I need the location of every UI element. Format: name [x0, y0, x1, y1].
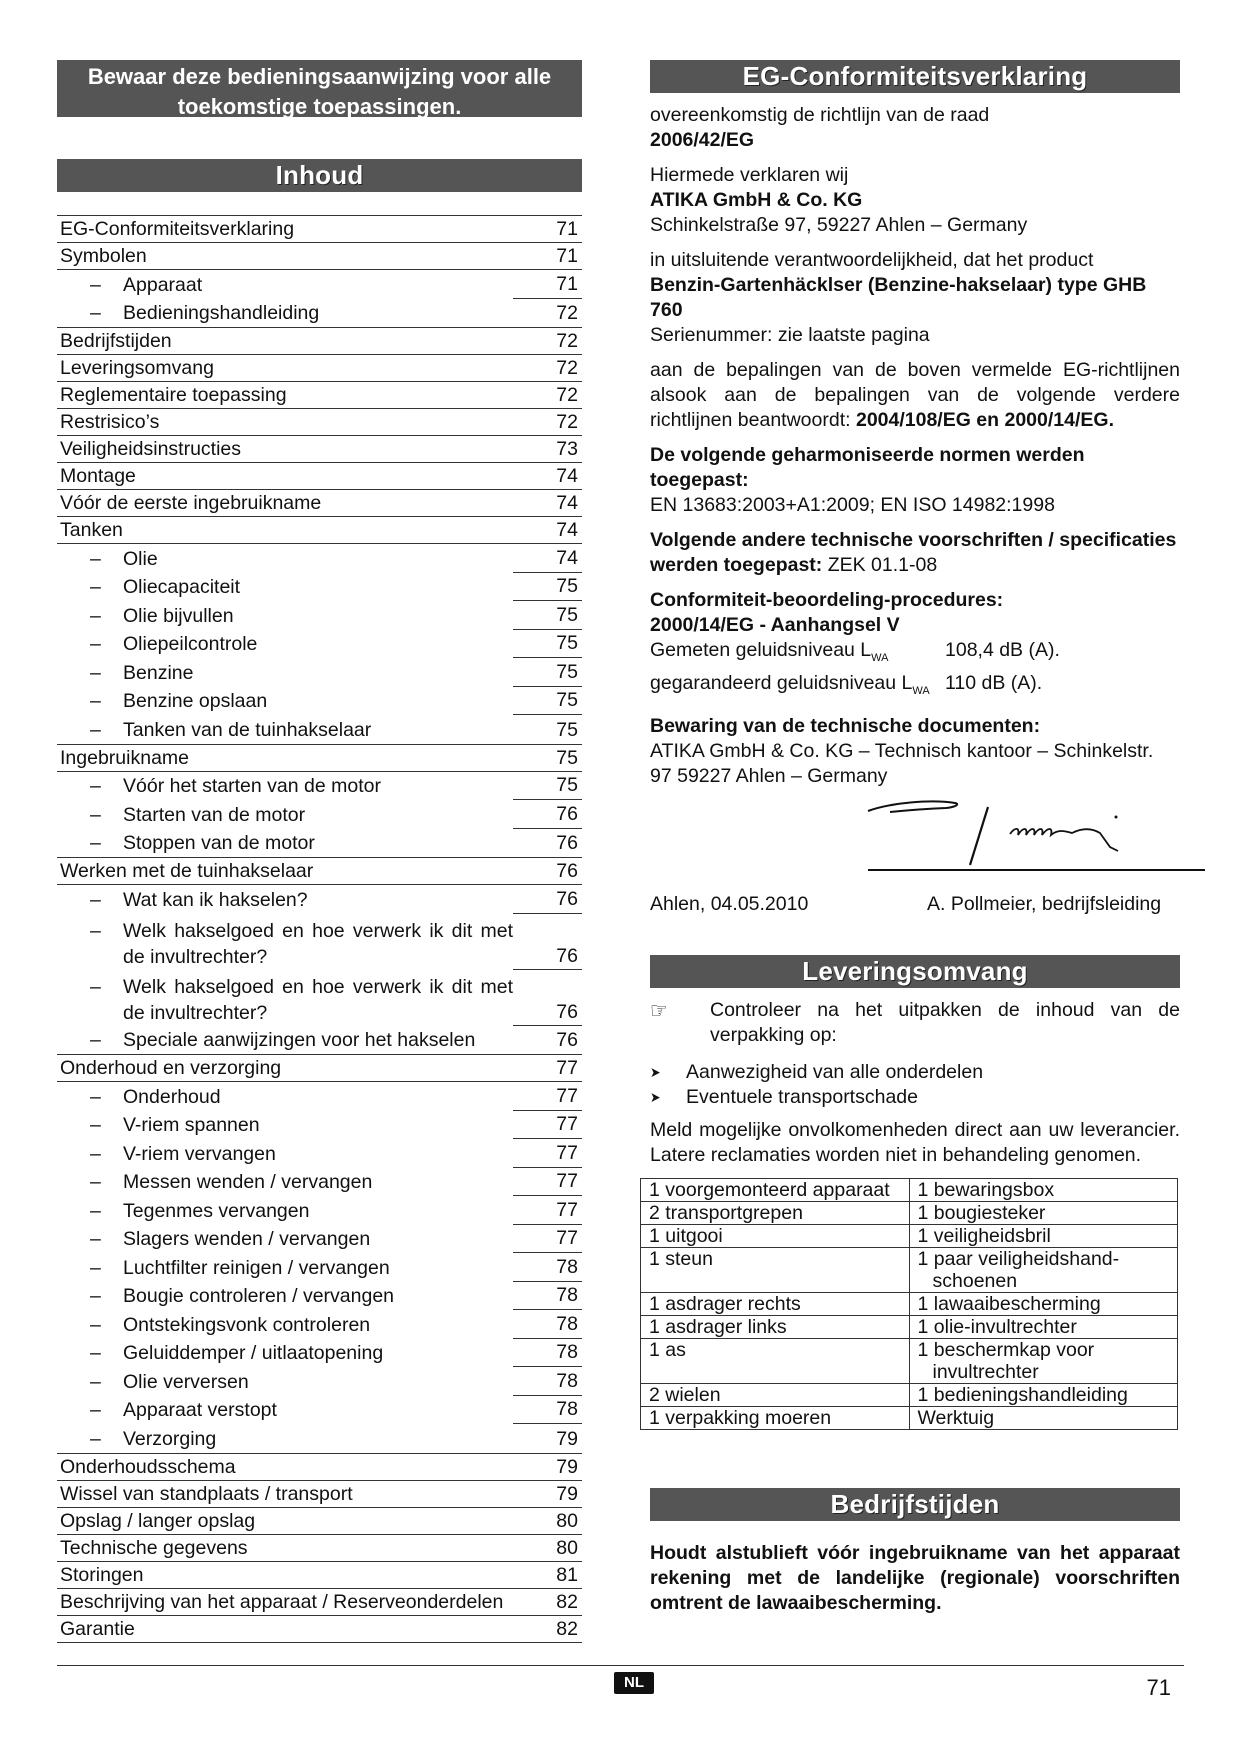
toc-item — [57, 1589, 582, 1616]
toc-item-page: 75 — [556, 718, 578, 741]
toc-item-page: 77 — [513, 1082, 582, 1111]
toc-item-page: 71 — [556, 218, 578, 240]
delivery-section — [650, 998, 1180, 1430]
toc-item-page: 75 — [513, 686, 582, 715]
toc-item — [57, 544, 582, 573]
toc-dash: – — [90, 1199, 101, 1222]
toc-item — [57, 1111, 582, 1140]
toc-item-page: 75 — [513, 629, 582, 658]
table-cell: 1 bougiesteker — [909, 1201, 1178, 1224]
eg-norms-heading: De volgende geharmoniseerde normen werden toegepast: — [650, 444, 1085, 491]
table-row — [641, 1224, 1178, 1247]
table-cell: 1 bewaringsbox — [909, 1178, 1178, 1201]
toc-item-page: 79 — [556, 1427, 578, 1450]
toc-item-page: 76 — [556, 860, 578, 882]
signature-line — [868, 869, 1205, 871]
toc-item-title: – Luchtfilter reinigen / vervangen — [57, 1254, 513, 1282]
hours-heading: Bedrijfstijden — [650, 1488, 1180, 1521]
toc-dash: – — [90, 832, 101, 854]
delivery-table — [640, 1178, 1178, 1430]
toc-item-title: Bedrijfstijden — [60, 330, 172, 352]
table-row — [641, 1292, 1178, 1315]
toc-item-title: Storingen — [60, 1563, 144, 1586]
arrow-bullet-icon: ➤ — [650, 1063, 661, 1080]
table-row — [641, 1315, 1178, 1338]
toc-item-page: 77 — [513, 1196, 582, 1225]
toc-item-page: 76 — [513, 800, 582, 829]
table-row — [641, 1201, 1178, 1224]
toc-item-title: – Oliecapaciteit — [57, 573, 513, 601]
eg-docs-value: ATIKA GmbH & Co. KG – Technisch kantoor – Schinkelstr. 97 59227 Ahlen – Germany — [650, 739, 1154, 787]
toc-item-page: 80 — [556, 1536, 578, 1559]
signature-area — [650, 789, 1180, 884]
toc-item-page: 81 — [556, 1563, 578, 1586]
toc-dash: – — [90, 1171, 101, 1193]
table-cell: 1 bedieningshandleiding — [909, 1383, 1178, 1406]
toc-item — [57, 829, 582, 859]
eg-norms: EN 13683:2003+A1:2009; EN ISO 14982:1998 — [650, 494, 1055, 516]
table-row — [641, 1406, 1178, 1429]
toc-item-title: Beschrijving van het apparaat / Reserveonderdelen — [60, 1590, 504, 1613]
toc-item — [57, 409, 582, 436]
toc-item-page: 76 — [513, 885, 582, 914]
toc-item-page: 72 — [556, 302, 578, 324]
toc-dash: – — [90, 1427, 101, 1450]
table-cell: 2 transportgrepen — [641, 1201, 910, 1224]
toc-item-page: 76 — [513, 943, 582, 970]
toc-item-title: – Olie verversen — [57, 1368, 513, 1396]
toc-item-page: 77 — [513, 1139, 582, 1168]
toc-item — [57, 914, 582, 970]
delivery-note-text: Controleer na het uitpakken de inhoud van de verpakking op: — [710, 998, 1180, 1046]
toc-item — [57, 1055, 582, 1082]
toc-dash: – — [90, 547, 101, 570]
eg-conformity-text: aan de bepalingen van de boven vermelde EG-richtlijnen alsook aan de bepalingen van de volgende verdere richtlijnen beantwoordt: — [650, 359, 1180, 431]
noise-guaranteed-label: gegarandeerd geluidsniveau $L_{WA}$ — [650, 671, 930, 697]
toc-dash: – — [90, 604, 101, 627]
toc-item-title: – Speciale aanwijzingen voor het hakselen — [57, 1026, 513, 1054]
toc-item-title: Onderhoudsschema — [60, 1455, 236, 1478]
toc-item — [57, 601, 582, 630]
toc-item-page: 75 — [513, 658, 582, 687]
toc-item — [57, 382, 582, 409]
toc-item — [57, 885, 582, 914]
toc-item-title: – Messen wenden / vervangen — [57, 1168, 513, 1196]
toc-item — [57, 1535, 582, 1562]
eg-docs-heading: Bewaring van de technische documenten: — [650, 714, 1041, 737]
table-cell: 1 beschermkap voor invultrechter — [909, 1338, 1178, 1383]
toc-item — [57, 970, 582, 1026]
left-column — [57, 60, 582, 1643]
toc-dash: – — [90, 1114, 101, 1136]
table-cell: Werktuig — [909, 1406, 1178, 1429]
signatory: A. Pollmeier, bedrijfsleiding — [927, 892, 1162, 915]
table-cell: 2 wielen — [641, 1383, 910, 1406]
pointing-hand-icon: ☞ — [650, 997, 668, 1023]
toc-dash: – — [90, 1228, 101, 1250]
toc-item-title: – Welk hakselgoed en hoe verwerk ik dit met de invultrechter? — [90, 919, 513, 968]
toc-item — [57, 658, 582, 687]
toc-item-title: – Tanken van de tuinhakselaar — [57, 716, 513, 744]
toc-item-title: – Ontstekingsvonk controleren — [57, 1311, 513, 1339]
toc-item-page: 75 — [513, 572, 582, 601]
eg-other-specs — [650, 528, 1180, 578]
toc-item-title: – Oliepeilcontrole — [57, 630, 513, 658]
toc-item — [57, 1310, 582, 1339]
toc-item-title: – Onderhoud — [57, 1083, 513, 1111]
toc-item — [57, 1396, 582, 1425]
toc-item-page: 82 — [556, 1617, 578, 1640]
toc-item-title: – V-riem vervangen — [57, 1140, 513, 1168]
delivery-bullets — [650, 1060, 1180, 1110]
toc-dash: – — [90, 1285, 101, 1307]
right-column — [650, 60, 1180, 1635]
language-badge: NL — [614, 1672, 654, 1694]
eg-product: Benzin-Gartenhäcklser (Benzine-hakselaar) type GHB 760 — [650, 274, 1147, 321]
eg-declaration — [650, 103, 1180, 789]
toc-item — [57, 243, 582, 270]
delivery-note — [650, 998, 1180, 1048]
toc-item — [57, 745, 582, 772]
table-cell: 1 as — [641, 1338, 910, 1383]
toc-item-page: 72 — [556, 330, 578, 352]
toc-item — [57, 1562, 582, 1589]
toc-item-page: 73 — [556, 438, 578, 460]
toc-item — [57, 630, 582, 659]
hours-text: Houdt alstublieft vóór ingebruikname van het apparaat rekening met de landelijke (regionale) voorschriften omtrent de lawaaibescherming. — [650, 1541, 1180, 1614]
toc-item-page: 78 — [513, 1310, 582, 1339]
toc-dash: – — [90, 919, 101, 942]
toc-dash: – — [90, 633, 101, 655]
toc-item-title: Restrisico’s — [60, 411, 160, 433]
toc-dash: – — [90, 1399, 101, 1421]
eg-responsibility: in uitsluitende verantwoordelijkheid, dat het product — [650, 249, 1094, 271]
toc-item-page: 76 — [556, 832, 578, 854]
toc-item — [57, 1339, 582, 1368]
toc-item-page: 78 — [513, 1367, 582, 1396]
noise-measured-row — [650, 638, 1180, 671]
noise-guaranteed-value: 110 dB (A). — [945, 671, 1043, 694]
toc-item — [57, 573, 582, 602]
table-cell: 1 asdrager links — [641, 1315, 910, 1338]
toc-item — [57, 858, 582, 885]
toc-item — [57, 270, 582, 299]
table-row — [641, 1178, 1178, 1201]
toc-item-title: – Olie — [57, 545, 513, 573]
toc-item — [57, 1424, 582, 1454]
toc-item-title: Onderhoud en verzorging — [60, 1057, 282, 1079]
toc-dash: – — [90, 1085, 101, 1108]
toc-item-title: Garantie — [60, 1617, 135, 1640]
noise-measured-value: 108,4 dB (A). — [945, 639, 1060, 661]
toc-item — [57, 1481, 582, 1508]
toc-item-page: 75 — [513, 771, 582, 800]
toc-item-page: 80 — [556, 1509, 578, 1532]
toc-item-title: – Benzine opslaan — [57, 687, 513, 715]
toc-item — [57, 1026, 582, 1056]
toc-item-title: – V-riem spannen — [57, 1111, 513, 1139]
toc-item-page: 78 — [513, 1338, 582, 1367]
toc-dash: – — [90, 1256, 101, 1279]
toc-item-title: – Apparaat — [57, 271, 513, 299]
toc-item-title: Tanken — [60, 519, 123, 541]
toc-item-title: Leveringsomvang — [60, 357, 214, 379]
toc-item-page: 78 — [513, 1253, 582, 1282]
toc-item — [57, 1253, 582, 1282]
toc-dash: – — [90, 888, 101, 911]
arrow-bullet-icon: ➤ — [650, 1088, 661, 1105]
table-of-contents — [57, 215, 582, 1643]
eg-serial: Serienummer: zie laatste pagina — [650, 324, 930, 346]
toc-dash: – — [90, 690, 101, 712]
toc-item-title: Veiligheidsinstructies — [60, 438, 242, 460]
toc-dash: – — [90, 302, 101, 324]
toc-item-page: 77 — [513, 1110, 582, 1139]
toc-item — [57, 1616, 582, 1643]
toc-item — [57, 715, 582, 745]
toc-item-title: Ingebruikname — [60, 746, 189, 769]
toc-dash: – — [90, 1370, 101, 1393]
toc-item-title: Werken met de tuinhakselaar — [60, 860, 314, 882]
table-cell: 1 voorgemonteerd apparaat — [641, 1178, 910, 1201]
toc-item — [57, 1225, 582, 1254]
toc-item-title: – Verzorging — [57, 1425, 513, 1453]
toc-item-page: 75 — [513, 601, 582, 630]
toc-item-title: Opslag / langer opslag — [60, 1509, 256, 1532]
toc-item-title: Wissel van standplaats / transport — [60, 1482, 353, 1505]
toc-item-title: – Wat kan ik hakselen? — [57, 886, 513, 914]
table-cell: 1 lawaaibescherming — [909, 1292, 1178, 1315]
toc-item — [57, 216, 582, 243]
toc-item — [57, 436, 582, 463]
eg-address: Schinkelstraße 97, 59227 Ahlen – Germany — [650, 214, 1028, 236]
toc-item-title: Technische gegevens — [60, 1536, 248, 1559]
delivery-heading: Leveringsomvang — [650, 955, 1180, 988]
toc-item-page: 78 — [513, 1395, 582, 1424]
toc-item-page: 72 — [556, 411, 578, 433]
toc-item-page: 72 — [556, 384, 578, 406]
toc-item-title: – Olie bijvullen — [57, 602, 513, 630]
eg-procedure-annex: 2000/14/EG - Aanhangsel V — [650, 614, 900, 636]
table-row — [641, 1383, 1178, 1406]
delivery-report: Meld mogelijke onvolkomenheden direct aan uw leverancier. Latere reclamaties worden niet in behandeling genomen. — [650, 1118, 1180, 1166]
toc-item-title: Montage — [60, 465, 136, 487]
toc-item — [57, 772, 582, 801]
toc-item — [57, 355, 582, 382]
toc-item-page: 74 — [513, 544, 582, 573]
eg-procedure-heading: Conformiteit-beoordeling-procedures: — [650, 589, 1004, 611]
table-cell: 1 steun — [641, 1247, 910, 1292]
table-cell: 1 olie-invultrechter — [909, 1315, 1178, 1338]
toc-dash: – — [90, 1029, 101, 1051]
toc-item — [57, 299, 582, 329]
eg-line1: overeenkomstig de richtlijn van de raad — [650, 104, 990, 126]
toc-item-page: 77 — [513, 1167, 582, 1196]
toc-dash: – — [90, 975, 101, 998]
toc-dash: – — [90, 273, 101, 296]
toc-dash: – — [90, 1313, 101, 1336]
noise-guaranteed-row — [650, 671, 1180, 704]
signature-caption — [650, 892, 1180, 917]
toc-item-page: 74 — [556, 519, 578, 541]
toc-item-title: – Vóór het starten van de motor — [57, 772, 513, 800]
toc-item-title: – Welk hakselgoed en hoe verwerk ik dit met de invultrechter? — [90, 975, 513, 1024]
toc-dash: – — [90, 661, 101, 684]
eg-line3: Hiermede verklaren wij — [650, 164, 849, 186]
list-item-text: Eventuele transportschade — [686, 1085, 918, 1108]
toc-item-title: – Geluiddemper / uitlaatopening — [57, 1339, 513, 1367]
toc-item-title: – Slagers wenden / vervangen — [57, 1225, 513, 1253]
toc-item-page: 74 — [556, 492, 578, 514]
toc-item-page: 76 — [556, 1029, 578, 1051]
list-item — [650, 1060, 1180, 1085]
toc-item-title: – Apparaat verstopt — [57, 1396, 513, 1424]
eg-heading: EG-Conformiteitsverklaring — [650, 60, 1180, 93]
toc-item-title: – Bougie controleren / vervangen — [57, 1282, 513, 1310]
table-cell: 1 asdrager rechts — [641, 1292, 910, 1315]
toc-item — [57, 463, 582, 490]
place-date: Ahlen, 04.05.2010 — [650, 892, 809, 915]
toc-item-page: 71 — [513, 270, 582, 299]
toc-item-title: Reglementaire toepassing — [60, 384, 287, 406]
toc-item — [57, 1282, 582, 1311]
page-number: 71 — [1146, 1675, 1171, 1700]
toc-dash: – — [90, 576, 101, 598]
table-cell: 1 veiligheidsbril — [909, 1224, 1178, 1247]
toc-item-title: – Benzine — [57, 659, 513, 687]
toc-item-title: Symbolen — [60, 245, 147, 267]
toc-item-title: EG-Conformiteitsverklaring — [60, 218, 295, 240]
toc-item-title: – Bedieningshandleiding — [57, 299, 513, 327]
table-row — [641, 1338, 1178, 1383]
eg-directive: 2006/42/EG — [650, 129, 755, 151]
toc-heading: Inhoud — [57, 159, 582, 192]
eg-company: ATIKA GmbH & Co. KG — [650, 189, 863, 211]
toc-item-page: 71 — [556, 245, 578, 267]
toc-item — [57, 517, 582, 544]
table-cell: 1 uitgooi — [641, 1224, 910, 1247]
toc-dash: – — [90, 718, 101, 741]
toc-item-page: 74 — [556, 465, 578, 487]
toc-item — [57, 687, 582, 716]
toc-item-page: 82 — [556, 1590, 578, 1613]
toc-item-page: 79 — [556, 1455, 578, 1478]
toc-item-page: 79 — [556, 1482, 578, 1505]
eg-conformity — [650, 358, 1180, 433]
eg-conformity-directives: 2004/108/EG en 2000/14/EG. — [855, 409, 1114, 431]
toc-item — [57, 1454, 582, 1481]
toc-item-page: 72 — [556, 357, 578, 379]
toc-dash: – — [90, 803, 101, 826]
toc-item-page: 76 — [513, 999, 582, 1026]
noise-measured-label: Gemeten geluidsniveau $L_{WA}$ — [650, 639, 889, 664]
toc-item — [57, 1196, 582, 1225]
table-cell: 1 paar veiligheidshand- schoenen — [909, 1247, 1178, 1292]
toc-dash: – — [90, 1142, 101, 1165]
toc-item-title: – Stoppen van de motor — [57, 829, 513, 857]
toc-item — [57, 800, 582, 829]
toc-item-title: – Starten van de motor — [57, 801, 513, 829]
keep-notice: Bewaar deze bedieningsaanwijzing voor alle toekomstige toepassingen. — [57, 60, 582, 117]
toc-item — [57, 1168, 582, 1197]
toc-item — [57, 1139, 582, 1168]
toc-item — [57, 1508, 582, 1535]
list-item-text: Aanwezigheid van alle onderdelen — [686, 1060, 984, 1083]
eg-other-value: ZEK 01.1-08 — [827, 554, 938, 576]
list-item — [650, 1085, 1180, 1110]
toc-item-page: 75 — [556, 746, 578, 769]
toc-item — [57, 490, 582, 517]
toc-item-page: 78 — [513, 1281, 582, 1310]
table-row — [641, 1247, 1178, 1292]
toc-item-title: Vóór de eerste ingebruikname — [60, 492, 322, 514]
toc-item — [57, 1367, 582, 1396]
toc-item-page: 77 — [513, 1224, 582, 1253]
toc-item-page: 77 — [556, 1057, 578, 1079]
toc-item — [57, 328, 582, 355]
toc-item-title: – Tegenmes vervangen — [57, 1197, 513, 1225]
table-cell: 1 verpakking moeren — [641, 1406, 910, 1429]
toc-item — [57, 1082, 582, 1111]
signature-image — [860, 789, 1190, 869]
toc-dash: – — [90, 1342, 101, 1364]
toc-dash: – — [90, 775, 101, 797]
footer-divider — [57, 1665, 1184, 1666]
eg-other-heading: Volgende andere technische voorschriften / specificaties werden toegepast: — [650, 529, 1177, 576]
